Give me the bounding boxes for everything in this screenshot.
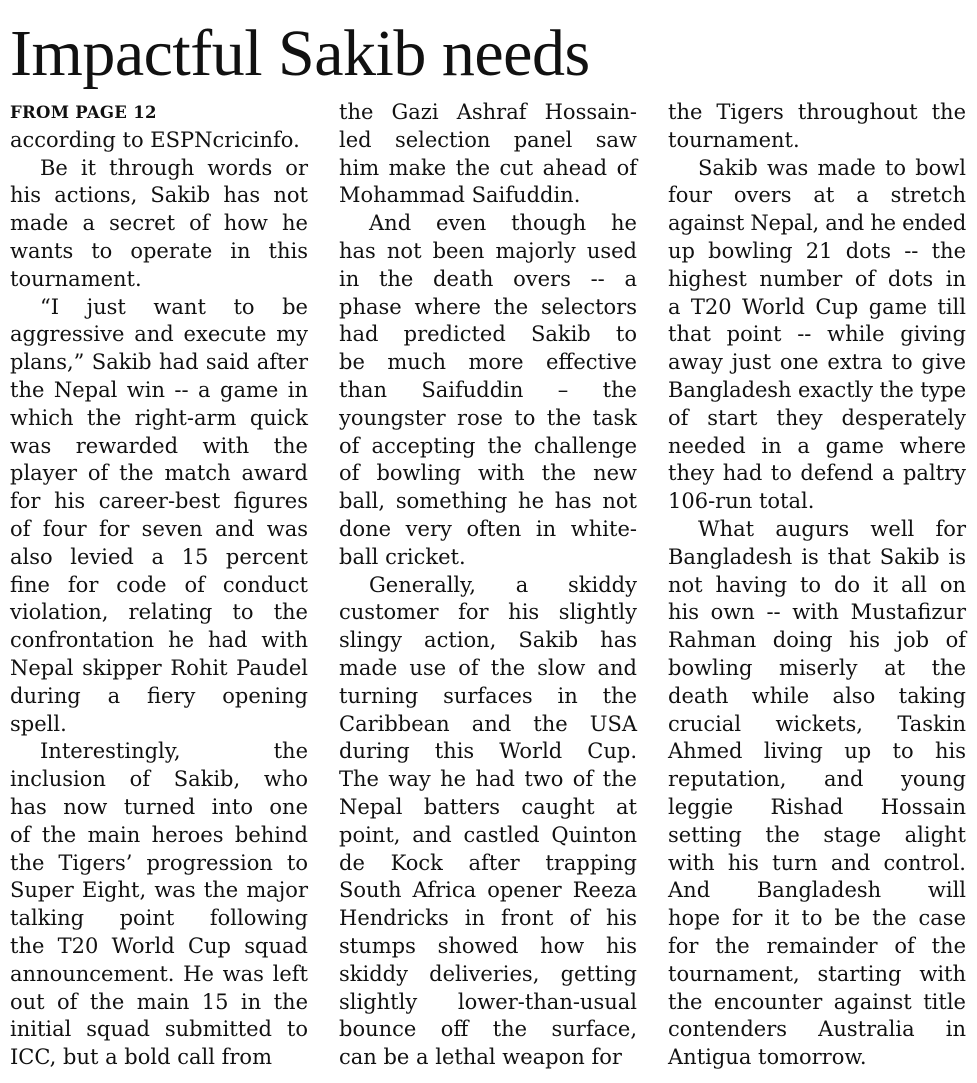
article-line: initial squad submitted to	[10, 1017, 308, 1042]
article-line: slightly lower-than-usual	[339, 989, 637, 1014]
article-line: phase where the selectors	[339, 294, 637, 319]
article-line: “I just want to be	[40, 294, 308, 319]
article-line: of the main heroes behind	[10, 822, 308, 847]
article-line: than Saifuddin – the	[339, 377, 637, 402]
article-line: be much more effective	[339, 350, 637, 375]
article-line: What augurs well for	[698, 516, 966, 541]
article-line: Super Eight, was the major	[10, 878, 308, 903]
article-line: highest number of dots in	[668, 266, 966, 291]
article-line: confrontation he had with	[10, 628, 308, 653]
article-line: Sakib was made to bowl	[698, 155, 966, 180]
article-line: away just one extra to give	[668, 350, 966, 375]
article-line: his actions, Sakib has not	[10, 183, 308, 208]
article-line: skiddy deliveries, getting	[339, 961, 637, 986]
article-line: South Africa opener Reeza	[339, 878, 637, 903]
article-line: ball cricket.	[339, 544, 466, 569]
article-line: the Tigers throughout the	[668, 100, 966, 124]
article-line: the Gazi Ashraf Hossain-	[339, 100, 637, 124]
article-line: inclusion of Sakib, who	[10, 767, 308, 792]
article-line: ICC, but a bold call from	[10, 1045, 272, 1070]
article-line: Mohammad Saifuddin.	[339, 183, 581, 208]
article-line: talking point following	[10, 906, 308, 931]
article-line: during a fiery opening	[10, 683, 308, 708]
article-line: Rahman doing his job of	[668, 628, 966, 653]
article-line: with his turn and control.	[668, 850, 966, 875]
article-line: according to ESPNcricinfo.	[10, 127, 300, 152]
article-line: hope for it to be the case	[668, 906, 966, 931]
article-line: made use of the slow and	[339, 655, 637, 680]
article-line: 106-run total.	[668, 489, 815, 514]
article-line: Bangladesh exactly the type	[668, 377, 967, 402]
article-line: Nepal skipper Rohit Paudel	[10, 655, 308, 680]
article-line: of accepting the challenge	[339, 433, 637, 458]
article-line: him make the cut ahead of	[339, 155, 637, 180]
article-line: which the right-arm quick	[10, 405, 308, 430]
article-line: that point -- while giving	[668, 322, 966, 347]
article-line: also levied a 15 percent	[10, 544, 308, 569]
article-line: has not been majorly used	[339, 238, 637, 263]
article-line: can be a lethal weapon for	[339, 1045, 622, 1070]
article-line: announcement. He was left	[10, 961, 308, 986]
article-line: four overs at a stretch	[668, 183, 966, 208]
article-column-3	[668, 99, 966, 1072]
article-line: player of the match award	[10, 461, 308, 486]
article-line: had predicted Sakib to	[339, 322, 637, 347]
article-line: Generally, a skiddy	[369, 572, 637, 597]
article-line: Hendricks in front of his	[339, 906, 637, 931]
article-line: point, and castled Quinton	[339, 822, 637, 847]
article-line: stumps showed how his	[339, 933, 637, 958]
article-line: his own -- with Mustafizur	[668, 600, 966, 625]
article-line: tournament, starting with	[668, 961, 966, 986]
article-line: de Kock after trapping	[339, 850, 637, 875]
article-line: was rewarded with the	[10, 433, 308, 458]
article-line: of four for seven and was	[10, 516, 308, 541]
article-line: done very often in white-	[339, 516, 637, 541]
article-line: the Nepal win -- a game in	[10, 377, 308, 402]
article-line: bowling miserly at the	[668, 655, 966, 680]
article-line: turning surfaces in the	[339, 683, 637, 708]
article-line: And Bangladesh will	[668, 878, 966, 903]
article-line: during this World Cup.	[339, 739, 637, 764]
article-line: contenders Australia in	[668, 1017, 966, 1042]
article-line: needed in a game where	[668, 433, 966, 458]
article-line: Caribbean and the USA	[339, 711, 637, 736]
article-line: against Nepal, and he ended	[668, 211, 966, 236]
article-line: violation, relating to the	[10, 600, 308, 625]
article-line: Antigua tomorrow.	[668, 1045, 867, 1070]
article-line: of bowling with the new	[339, 461, 637, 486]
article-line: leggie Rishad Hossain	[668, 794, 966, 819]
article-line: customer for his slightly	[339, 600, 637, 625]
article-line: crucial wickets, Taskin	[668, 711, 966, 736]
article-line: Nepal batters caught at	[339, 794, 637, 819]
continued-from-kicker: FROM PAGE 12	[10, 103, 157, 122]
article-line: for the remainder of the	[668, 933, 966, 958]
article-line: Interestingly, the	[40, 739, 308, 764]
article-line: the encounter against title	[668, 989, 966, 1014]
article-line: ball, something he has not	[339, 489, 637, 514]
article-line: youngster rose to the task	[339, 405, 637, 430]
article-line: Ahmed living up to his	[668, 739, 966, 764]
article-line: setting the stage alight	[668, 822, 966, 847]
article-line: death while also taking	[668, 683, 966, 708]
article-line: aggressive and execute my	[10, 322, 308, 347]
article-line: for his career-best figures	[10, 489, 308, 514]
article-line: plans,” Sakib had said after	[10, 350, 308, 375]
article-line: wants to operate in this	[10, 238, 308, 263]
article-line: led selection panel saw	[339, 127, 637, 152]
article-line: has now turned into one	[10, 794, 308, 819]
article-line: The way he had two of the	[339, 767, 637, 792]
article-line: fine for code of conduct	[10, 572, 308, 597]
article-line: spell.	[10, 711, 67, 736]
article-line: made a secret of how he	[10, 211, 308, 236]
article-line: out of the main 15 in the	[10, 989, 308, 1014]
article-line: bounce off the surface,	[339, 1017, 637, 1042]
article-line: Bangladesh is that Sakib is	[668, 544, 966, 569]
article-column-2	[339, 99, 637, 1072]
article-line: reputation, and young	[668, 767, 966, 792]
article-line: slingy action, Sakib has	[339, 628, 637, 653]
article-column-1	[10, 99, 308, 1072]
article-line: up bowling 21 dots -- the	[668, 238, 966, 263]
article-line: And even though he	[369, 211, 637, 236]
article-line: in the death overs -- a	[339, 266, 637, 291]
article-line: they had to defend a paltry	[668, 461, 966, 486]
article-line: the Tigers’ progression to	[10, 850, 308, 875]
article-line: the T20 World Cup squad	[10, 933, 308, 958]
article-line: of start they desperately	[668, 405, 966, 430]
article-line: tournament.	[668, 127, 800, 152]
article-line: Be it through words or	[40, 155, 308, 180]
article-line: not having to do it all on	[668, 572, 966, 597]
headline: Impactful Sakib needs	[10, 17, 590, 90]
article-line: tournament.	[10, 266, 142, 291]
article-line: a T20 World Cup game till	[668, 294, 966, 319]
